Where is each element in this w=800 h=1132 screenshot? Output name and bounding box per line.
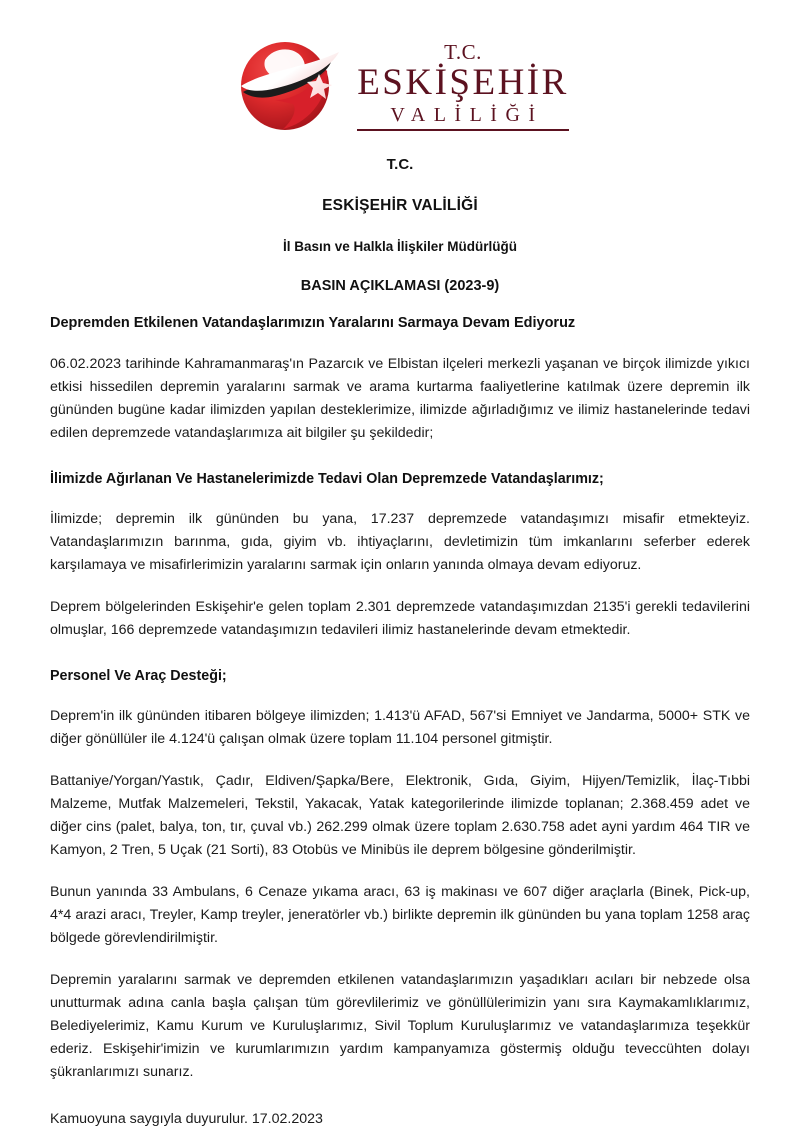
document-body <box>0 314 800 1130</box>
header-institution: ESKİŞEHİR VALİLİĞİ <box>322 197 478 214</box>
intro-paragraph: 06.02.2023 tarihinde Kahramanmaraş'ın Pazarcık ve Elbistan ilçeleri merkezli yaşanan ve birçok ilimizde yıkıcı etkisi hissedilen depremin yaralarını sarmak ve arama kurtarma faaliyetlerine katılmak üzere depremin ilk gününden bugüne kadar ilimizden yapılan desteklerimize, ilimizde ağırladığımız ve ilimiz hastanelerinde tedavi edilen depremzede vatandaşlarımıza ait bilgiler şu şekildedir; <box>50 355 750 441</box>
header-tc: T.C. <box>386 156 414 173</box>
eskisehir-valiligi-globe-emblem <box>231 30 349 138</box>
logo-valiligi-text: VALİLİĞİ <box>390 104 544 127</box>
hosted-victims-paragraph: İlimizde; depremin ilk gününden bu yana, 17.237 depremzede vatandaşımızı misafir etmekteyiz. Vatandaşlarımızın barınma, gıda, giyim vb. ihtiyaçlarını, devletimizin tüm imkanlarını seferber ederek karşılamaya ve misafirlerimizin yaralarını sarmak için onların yanında olmaya devam ediyoruz. <box>50 510 750 573</box>
vehicle-support-paragraph: Bunun yanında 33 Ambulans, 6 Cenaze yıkama aracı, 63 iş makinası ve 607 diğer araçlarla (Binek, Pick-up, 4*4 arazi aracı, Treyler, Kamp treyler, jeneratörler vb.) birlikte depremin ilk gününden bu yana toplam 1258 araç bölgede görevlendirilmiştir. <box>50 883 750 946</box>
logo-city-text: ESKİŞEHİR <box>357 61 569 103</box>
letterhead-logo <box>0 0 800 138</box>
section-heading-personnel-vehicle-support: Personel Ve Araç Desteği; <box>50 667 227 684</box>
section-heading-hosted-victims: İlimizde Ağırlanan Ve Hastanelerimizde Tedavi Olan Depremzede Vatandaşlarımız; <box>50 470 604 487</box>
logo-tc-text: T.C. <box>444 39 482 64</box>
aid-materials-paragraph: Battaniye/Yorgan/Yastık, Çadır, Eldiven/Şapka/Bere, Elektronik, Gıda, Giyim, Hijyen/Temizlik, İlaç-Tıbbi Malzeme, Mutfak Malzemeleri, Tekstil, Yakacak, Yatak kategorilerinde ilimizde toplanan; 2.368.459 adet ve diğer cins (palet, balya, ton, tır, çuval vb.) 262.299 olmak üzere toplam 2.630.758 adet ayni yardım 464 TIR ve Kamyon, 2 Tren, 5 Uçak (21 Sorti), 83 Otobüs ve Minibüs ile deprem bölgesine gönderilmiştir. <box>50 772 750 858</box>
thanks-paragraph: Depremin yaralarını sarmak ve depremden etkilenen vatandaşlarımızın yaşadıkları acıları bir nebzede olsa unutturmak adına canla başla çalışan tüm görevlilerimiz ve gönüllülerimizin yanı sıra Kaymakamlıklarımız, Belediyelerimiz, Kamu Kurum ve Kuruluşlarımız, Sivil Toplum Kuruluşlarımız ve vatandaşlarımıza teşekkür ederiz. Eskişehir'imizin ve kurumlarımızın yardım kampanyamıza göstermiş olduğu teveccühten dolayı şükranlarımızı sunarız. <box>50 971 750 1080</box>
personnel-support-paragraph: Deprem'in ilk gününden itibaren bölgeye ilimizden; 1.413'ü AFAD, 567'si Emniyet ve Jandarma, 5000+ STK ve diğer gönüllüler ile 4.124'ü çalışan olmak üzere toplam 11.104 personel gitmiştir. <box>50 707 750 747</box>
treatment-status-paragraph: Deprem bölgelerinden Eskişehir'e gelen toplam 2.301 depremzede vatandaşımızdan 2135'i gerekli tedavilerini olmuşlar, 166 depremzede vatandaşımızın tedavileri ilimiz hastanelerinde devam etmektedir. <box>50 598 750 638</box>
logo-underline-rule <box>357 129 569 131</box>
logo-wordmark <box>357 37 569 132</box>
document-headline: Depremden Etkilenen Vatandaşlarımızın Yaralarını Sarmaya Devam Ediyoruz <box>50 315 576 331</box>
header-department: İl Basın ve Halkla İlişkiler Müdürlüğü <box>282 239 518 254</box>
closing-line: Kamuoyuna saygıyla duyurulur. 17.02.2023 <box>50 1110 323 1127</box>
header-release-title: BASIN AÇIKLAMASI (2023-9) <box>300 278 500 294</box>
